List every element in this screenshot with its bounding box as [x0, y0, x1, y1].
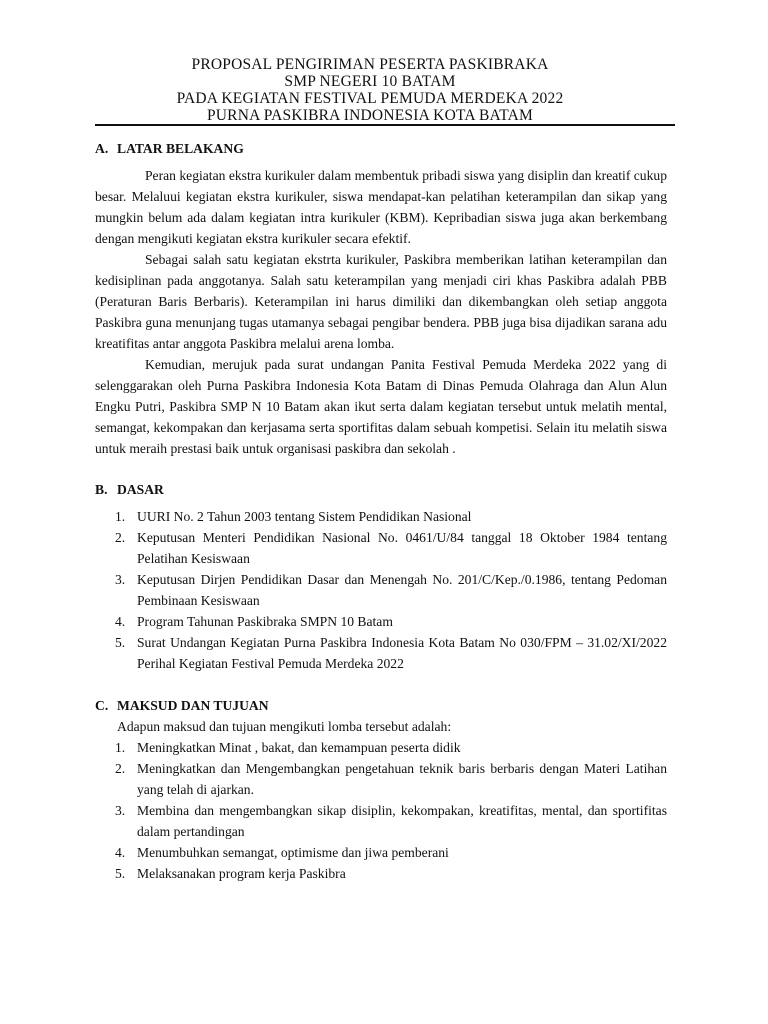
section-letter: A. [95, 141, 109, 156]
header-line-1: PROPOSAL PENGIRIMAN PESERTA PASKIBRAKA [191, 56, 549, 73]
list-item [95, 737, 667, 758]
list-number: 5. [115, 866, 126, 881]
section-title: MAKSUD DAN TUJUAN [117, 698, 269, 713]
section-heading-latar-belakang [95, 138, 667, 159]
list-text: Meningkatkan dan Mengembangkan pengetahuan teknik baris berbaris dengan Materi Latihan yang telah di ajarkan. [137, 761, 667, 797]
list-item [95, 527, 667, 569]
list-text: Melaksanakan program kerja Paskibra [137, 866, 346, 881]
list-number: 2. [115, 761, 126, 776]
section-title: LATAR BELAKANG [117, 141, 244, 156]
list-item [95, 758, 667, 800]
header-line-2: SMP NEGERI 10 BATAM [284, 73, 456, 90]
document-body [95, 138, 667, 884]
list-number: 4. [115, 614, 126, 629]
list-item [95, 569, 667, 611]
list-text: UURI No. 2 Tahun 2003 tentang Sistem Pendidikan Nasional [137, 509, 472, 524]
dasar-list [95, 506, 667, 674]
header-line-3: PADA KEGIATAN FESTIVAL PEMUDA MERDEKA 2022 [176, 90, 564, 107]
section-letter: B. [95, 482, 108, 497]
list-item [95, 506, 667, 527]
list-number: 1. [115, 740, 126, 755]
paragraph: Kemudian, merujuk pada surat undangan Panita Festival Pemuda Merdeka 2022 yang di selenggarakan oleh Purna Paskibra Indonesia Kota Batam di Dinas Pemuda Olahraga dan Alun Alun Engku Putri, Paskibra SMP N 10 Batam akan ikut serta dalam kegiatan tersebut untuk melatih mental, semangat, kekompakan dan kerjasama serta sportifitas dalam sebuah kompetisi. Selain itu melatih siswa untuk meraih prestasi baik untuk organisasi paskibra dan sekolah . [95, 357, 667, 456]
list-item [95, 800, 667, 842]
list-item [95, 611, 667, 632]
paragraph: Sebagai salah satu kegiatan ekstrta kurikuler, Paskibra memberikan latihan keterampilan dan kedisiplinan pada anggotanya. Salah satu keterampilan yang menjadi ciri khas Paskibra adalah PBB (Peraturan Baris Berbaris). Keterampilan ini harus dimiliki dan dikembangkan oleh setiap anggota Paskibra guna menunjang tugas utamanya sebagai pengibar bendera. PBB juga bisa dijadikan sarana adu kreatifitas antar anggota Paskibra melalui arena lomba. [95, 252, 667, 351]
list-text: Menumbuhkan semangat, optimisme dan jiwa pemberani [137, 845, 449, 860]
document-header [0, 56, 740, 124]
list-item [95, 842, 667, 863]
section-heading-maksud-dan-tujuan [95, 695, 667, 716]
list-number: 3. [115, 803, 126, 818]
list-number: 5. [115, 635, 126, 650]
section-heading-dasar [95, 479, 667, 500]
tujuan-list [95, 737, 667, 884]
list-text: Meningkatkan Minat , bakat, dan kemampuan peserta didik [137, 740, 461, 755]
list-text: Keputusan Dirjen Pendidikan Dasar dan Menengah No. 201/C/Kep./0.1986, tentang Pedoman Pembinaan Kesiswaan [137, 572, 667, 608]
list-number: 3. [115, 572, 126, 587]
list-text: Program Tahunan Paskibraka SMPN 10 Batam [137, 614, 393, 629]
list-number: 1. [115, 509, 126, 524]
list-item [95, 632, 667, 674]
header-line-4: PURNA PASKIBRA INDONESIA KOTA BATAM [206, 107, 534, 124]
section-intro: Adapun maksud dan tujuan mengikuti lomba tersebut adalah: [117, 719, 452, 734]
list-item [95, 863, 667, 884]
paragraph: Peran kegiatan ekstra kurikuler dalam membentuk pribadi siswa yang disiplin dan kreatif cukup besar. Melaluui kegiatan ekstra kurikuler, siswa mendapat-kan pelatihan keterampilan dan sikap yang mungkin belum ada dalam kegiatan intra kurikuler (KBM). Kepribadian siswa juga akan berkembang dengan mengikuti kegiatan ekstra kurikuler secara efektif. [95, 168, 667, 246]
section-letter: C. [95, 698, 109, 713]
list-text: Membina dan mengembangkan sikap disiplin, kekompakan, kreatifitas, mental, dan sportifitas dalam pertandingan [137, 803, 667, 839]
section-title: DASAR [117, 482, 164, 497]
header-divider [95, 124, 675, 126]
list-text: Keputusan Menteri Pendidikan Nasional No. 0461/U/84 tanggal 18 Oktober 1984 tentang Pelatihan Kesiswaan [137, 530, 667, 566]
list-number: 4. [115, 845, 126, 860]
list-number: 2. [115, 530, 126, 545]
list-text: Surat Undangan Kegiatan Purna Paskibra Indonesia Kota Batam No 030/FPM – 31.02/XI/2022 Perihal Kegiatan Festival Pemuda Merdeka 2022 [137, 635, 667, 671]
